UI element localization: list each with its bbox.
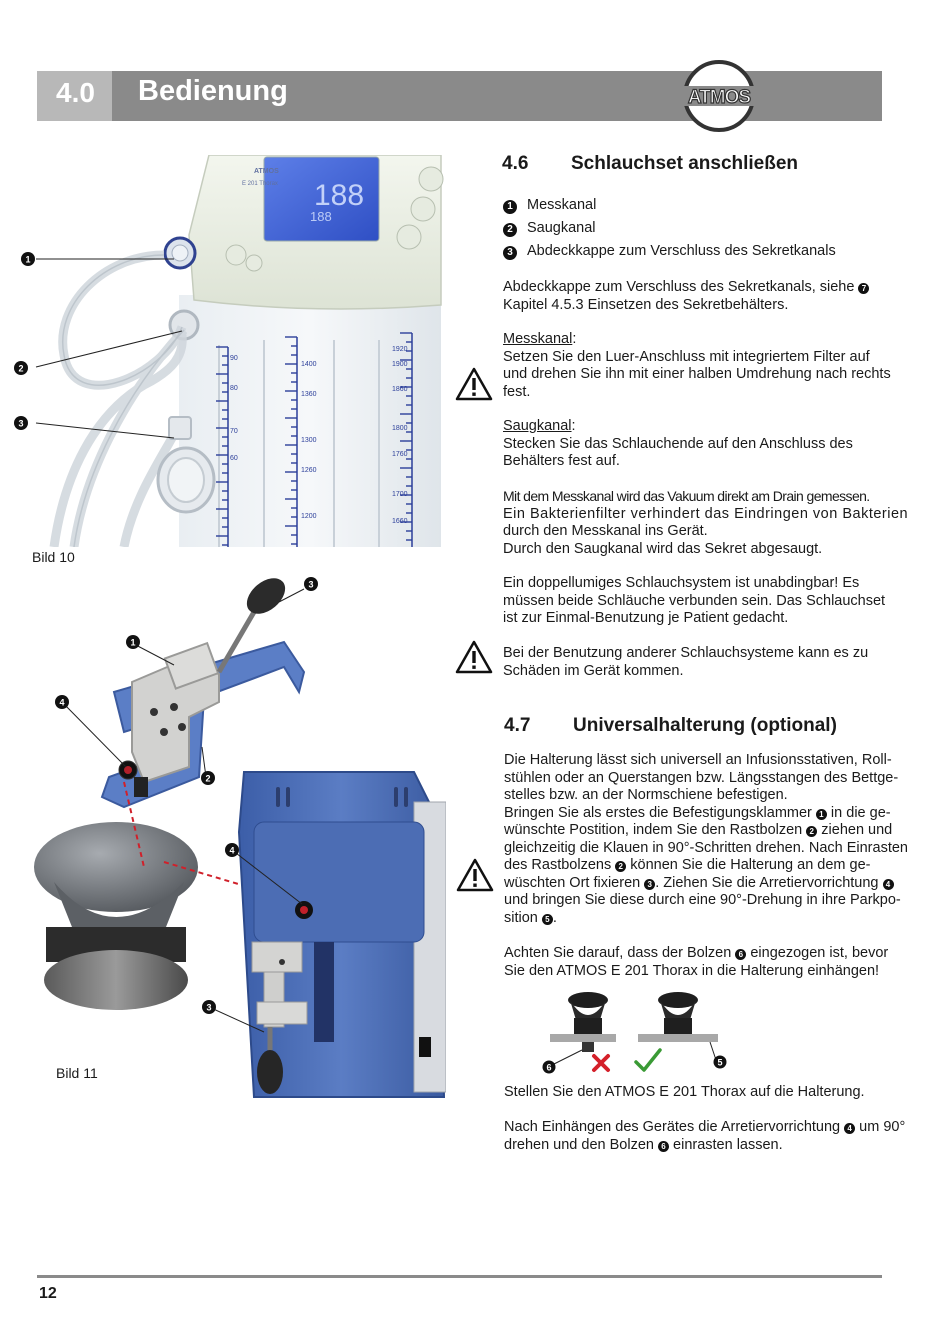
text-line: Bei der Benutzung anderer Schlauchsysteme kann es zu [503, 645, 869, 661]
text-line [504, 822, 908, 840]
text-span: : [571, 418, 576, 434]
device-model: E 201 Thorax [242, 181, 278, 187]
cross-icon [594, 1056, 608, 1070]
text-span: und bringen Sie diese durch eine 90°-Drehung in ihre Parkpo- [504, 892, 901, 908]
text-span: eingezogen ist, bevor [746, 945, 889, 961]
text-line: fest. [503, 383, 531, 400]
text-line: Ein doppellumiges Schlauchsystem ist unabdingbar! Es [503, 575, 860, 591]
logo-text: ATMOS [687, 87, 751, 108]
scale-label: 1700 [392, 491, 408, 498]
display-subvalue: 188 [310, 209, 332, 224]
text-span: Die Halterung lässt sich universell an Infusionsstativen, Roll- [504, 752, 892, 768]
text-line [504, 1137, 905, 1155]
inline-marker: 1 [816, 809, 827, 820]
section-4-7-number: 4.7 [504, 715, 531, 736]
chapter-number: 4.0 [56, 77, 95, 108]
mount-paragraph: Stellen Sie den ATMOS E 201 Thorax auf die Halterung. [504, 1084, 865, 1100]
figure-marker-label: 2 [18, 363, 24, 374]
text-line [504, 857, 908, 875]
text-span: Abdeckkappe zum Verschluss des Sekretkanals, siehe [503, 279, 855, 295]
text-span: stühlen oder an Querstangen bzw. Längsstangen des Bettge- [504, 769, 899, 786]
figure-marker-label: 5 [717, 1057, 723, 1068]
legend-item [503, 220, 596, 237]
text-span: . Ziehen Sie die Arretiervorrichtung [655, 874, 883, 891]
scale-label: 70 [230, 428, 238, 435]
text-span: sition [504, 909, 542, 926]
figure-marker-label: 1 [130, 637, 136, 648]
scale-label: 1360 [301, 391, 317, 398]
section-4-7-title: Universalhalterung (optional) [573, 715, 837, 736]
legend-marker: 3 [503, 246, 517, 260]
chapter-number-box [37, 71, 112, 121]
device-brand: ATMOS [254, 168, 279, 175]
scale-label: 1200 [301, 513, 317, 520]
inline-marker: 6 [735, 949, 746, 960]
text-span: . [552, 909, 557, 926]
check-icon [636, 1050, 660, 1070]
scale-label: 1760 [392, 451, 408, 458]
legend-marker: 1 [503, 200, 517, 214]
figure-marker-label: 4 [59, 697, 65, 708]
text-span: : [572, 331, 577, 347]
figure-marker-label: 3 [206, 1002, 212, 1013]
text-line [504, 787, 908, 805]
inline-marker: 5 [542, 914, 553, 925]
text-line [503, 418, 853, 436]
figure-marker-label: 3 [18, 418, 24, 429]
text-line [504, 963, 888, 981]
bolt-right [638, 992, 718, 1042]
text-span: Sie den ATMOS E 201 Thorax in die Halterung einhängen! [504, 962, 880, 979]
text-line: ist zur Einmal-Benutzung je Patient gedacht. [503, 610, 789, 626]
messkanal-heading: Messkanal [503, 331, 573, 347]
scale-label: 1660 [392, 518, 408, 525]
saugkanal-heading: Saugkanal [503, 418, 572, 434]
device-screw-knob [257, 1050, 283, 1094]
text-line [504, 770, 908, 788]
text-line: Stecken Sie das Schlauchende auf den Anschluss des [503, 435, 853, 452]
scale-label: 1860 [392, 386, 408, 393]
figure-bild11 [14, 572, 446, 1100]
clamp-screw-knob [240, 572, 292, 621]
power-switch [419, 1037, 431, 1057]
text-line [504, 805, 908, 823]
text-line: Mit dem Messkanal wird das Vakuum direkt am Drain gemessen. [503, 488, 870, 504]
legend-text: Messkanal [527, 197, 597, 213]
text-line [504, 875, 908, 893]
legend-text: Abdeckkappe zum Verschluss des Sekretkanals [527, 243, 836, 259]
text-line: durch den Messkanal ins Gerät. [503, 523, 708, 539]
bolt-comparison-figure [538, 990, 738, 1076]
scale-label: 1260 [301, 467, 317, 474]
text-line: Kapitel 4.5.3 Einsetzen des Sekretbehälters. [503, 296, 789, 313]
text-line [504, 752, 908, 770]
text-line [504, 840, 908, 858]
text-span: um 90° [855, 1119, 906, 1135]
text-span: können Sie die Halterung an dem ge- [626, 857, 871, 873]
text-span: Bringen Sie als erstes die Befestigungsklammer [504, 804, 816, 821]
warning-paragraph [503, 645, 868, 680]
legend-marker: 2 [503, 223, 517, 237]
saugkanal-paragraph [503, 418, 853, 471]
inline-marker: 2 [615, 861, 626, 872]
device-clamp [252, 942, 302, 972]
text-line [504, 945, 888, 963]
bolt-wrong [550, 992, 616, 1052]
text-line [504, 1119, 905, 1137]
scale-label: 60 [230, 455, 238, 462]
text-span: Nach Einhängen des Gerätes die Arretiervorrichtung [504, 1119, 845, 1135]
text-span: in die ge- [826, 804, 891, 821]
reference-marker: 7 [858, 283, 869, 294]
messkanal-paragraph [503, 331, 891, 401]
warning-icon [456, 858, 494, 892]
text-line: müssen beide Schläuche verbunden sein. Das Schlauchset [503, 592, 886, 609]
text-line: und drehen Sie ihn mit einer halben Umdrehung nach rechts [503, 366, 891, 382]
text-line [504, 910, 908, 928]
text-line: Ein Bakterienfilter verhindert das Eindringen von Bakterien [503, 505, 909, 522]
reference-paragraph [503, 279, 869, 314]
scale-label: 1400 [301, 361, 317, 368]
vacuum-paragraph [503, 488, 908, 558]
text-span: einrasten lassen. [669, 1136, 783, 1153]
section-4-6-number: 4.6 [502, 153, 529, 174]
holder-paragraph [504, 752, 908, 927]
bolt-paragraph [504, 945, 888, 980]
text-span: Achten Sie darauf, dass der Bolzen [504, 945, 736, 961]
text-line [503, 331, 891, 349]
scale-label: 1900 [392, 361, 408, 368]
inline-marker: 4 [844, 1123, 855, 1134]
chapter-title: Bedienung [138, 75, 288, 107]
figure-marker-label: 2 [205, 773, 211, 784]
tube-set [54, 255, 184, 547]
legend-item [503, 197, 596, 214]
text-line: Behälters fest auf. [503, 453, 620, 469]
inline-marker: 2 [806, 826, 817, 837]
text-span: drehen und den Bolzen [504, 1136, 658, 1153]
text-span: ziehen und [817, 822, 893, 838]
final-paragraph [504, 1119, 905, 1154]
scale-label: 80 [230, 385, 238, 392]
caption-bild11: Bild 11 [56, 1065, 98, 1081]
figure-marker-label: 6 [546, 1062, 552, 1073]
caption-bild10: Bild 10 [32, 549, 75, 565]
warning-icon [455, 640, 493, 674]
legend-text: Saugkanal [527, 220, 596, 236]
atmos-logo [668, 58, 770, 134]
cap-tether [169, 417, 191, 439]
text-line: Schäden im Gerät kommen. [503, 662, 684, 679]
scale-label: 1920 [392, 346, 408, 353]
figure-marker-label: 1 [25, 254, 31, 265]
footer-rule [37, 1275, 882, 1278]
figure-bild10 [14, 155, 444, 547]
scale-label: 1300 [301, 437, 317, 444]
text-span: stelles bzw. an der Normschiene befestigen. [504, 787, 788, 803]
inline-marker: 3 [644, 879, 655, 890]
display-value: 188 [314, 179, 365, 212]
page-number: 12 [39, 1285, 57, 1302]
inline-marker: 4 [883, 879, 894, 890]
scale-label: 90 [230, 355, 238, 362]
tubing-paragraph [503, 575, 885, 628]
text-line: Durch den Saugkanal wird das Sekret abgesaugt. [503, 540, 823, 557]
legend-item [503, 243, 836, 260]
section-4-6-title: Schlauchset anschließen [571, 153, 799, 174]
text-line [503, 279, 869, 297]
bolt-base [44, 950, 188, 1010]
figure-marker-label: 4 [229, 845, 235, 856]
figure-marker-label: 3 [308, 579, 314, 590]
warning-icon [455, 367, 493, 401]
text-span: wünschte Postition, indem Sie den Rastbolzen [504, 822, 807, 838]
text-span: wüschten Ort fixieren [504, 874, 645, 891]
inline-marker: 6 [658, 1141, 669, 1152]
text-span: gleichzeitig die Klauen in 90°-Schritten drehen. Nach Einrasten [504, 839, 908, 856]
text-line [504, 892, 908, 910]
text-span: des Rastbolzens [504, 857, 616, 873]
scale-label: 1800 [392, 425, 408, 432]
text-line: Setzen Sie den Luer-Anschluss mit integriertem Filter auf [503, 348, 870, 365]
